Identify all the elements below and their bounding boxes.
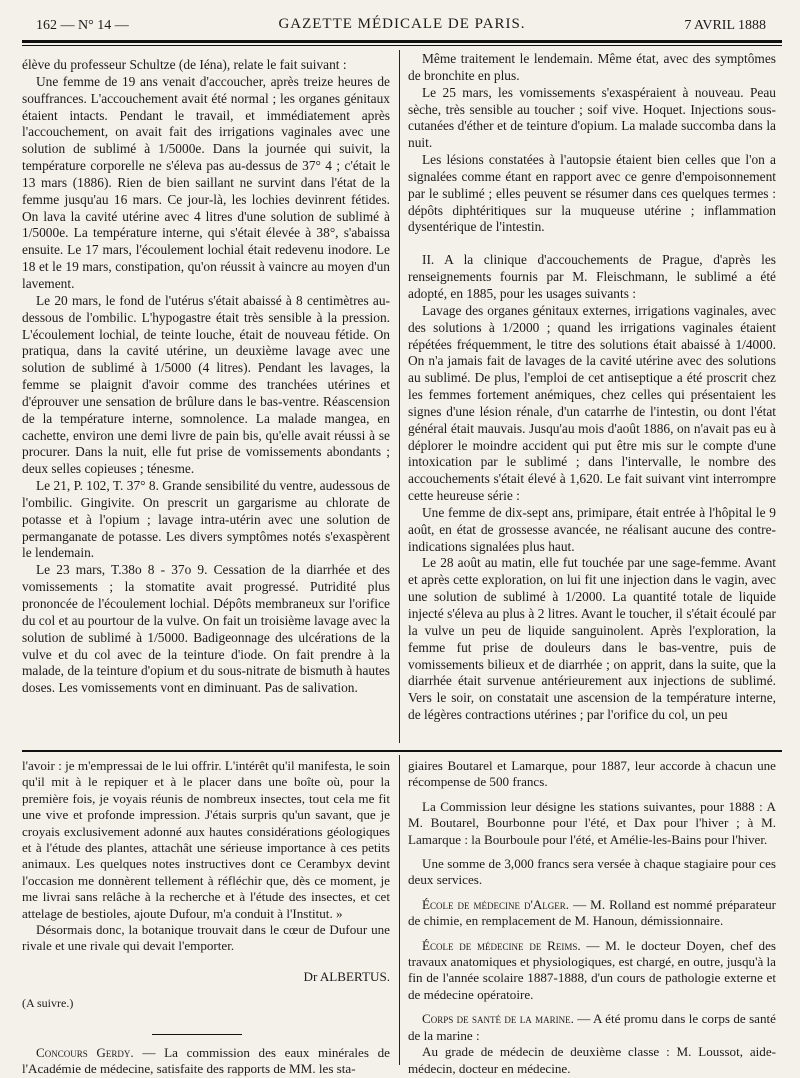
paragraph: Lavage des organes génitaux externes, irrigations vaginales, avec des solutions à 1/2000 ; quand les irrigations vaginales étaient répétées fréquemment, le titre des solutions était abaissé à 1/4000. On n'a jamais fait de lavages de la cavité utérine avec des solutions au sublimé. De plus, l'emploi de cet antiseptique a été proscrit chez les femmes fortement anémiques, chez celles qui présentaient les signes d'une lésion rénale, d'un catarrhe de l'intestin, ou dont l'état général était mauvais. Jusqu'au mois d'août 1886, on n'avait pas eu à déplorer le moindre accident qui put être mis sur le compte d'une intoxication par le sublimé ; dans l'intervalle, le nombre des accouchements s'était élevé à 1,620. Le fait suivant vint interrompre cette heureuse série : xyxy=(408,302,776,504)
paragraph: Le 23 mars, T.38o 8 - 37o 9. Cessation de la diarrhée et des vomissements ; la stomatite avait progressé. Putridité plus prononcée de l'écoulement lochial. Dépôts membraneux sur l'orifice du col et au pourtour de la vulve. On fait un troisième lavage avec la solution de sublimé à 1/5000. Badigeonnage des ulcérations de la vulve et du col avec de la teinture d'iode. On fait prendre à la malade, de la teinture d'opium et du sous-nitrate de bismuth à hautes doses. Les vomissements vont en diminuant. Pas de salivation. xyxy=(22,562,390,696)
to-be-continued: (A suivre.) xyxy=(22,996,74,1011)
signature: Dr ALBERTUS. xyxy=(303,968,390,984)
header-rule-thin xyxy=(22,45,782,46)
column-divider-bottom xyxy=(399,755,400,1065)
issue-date: 7 AVRIL 1888 xyxy=(684,18,766,33)
column-right-top xyxy=(408,51,776,724)
paragraph: Désormais donc, la botanique trouvait dans le cœur de Dufour une rivale et une rivale qui devait l'emporter. xyxy=(22,922,390,954)
paragraph: Au grade de médecin de deuxième classe : M. Loussot, aide-médecin, docteur en médecine. xyxy=(408,1044,776,1076)
paragraph: Même traitement le lendemain. Même état, avec des symptômes de bronchite en plus. xyxy=(408,51,776,83)
page-header xyxy=(22,14,782,36)
paragraph: élève du professeur Schultze (de Iéna), relate le fait suivant : xyxy=(22,57,347,72)
section-lead: École de médecine de Reims. xyxy=(422,937,581,953)
column-divider xyxy=(399,50,400,743)
paragraph: Concours Gerdy. — La commission des eaux minérales de l'Académie de médecine, satisfaite des rapports de MM. les sta- xyxy=(22,1044,390,1077)
paragraph: Le 21, P. 102, T. 37° 8. Grande sensibilité du ventre, audessous de l'ombilic. Gingivite. On prescrit un gargarisme au chlorate de potasse et à l'opium ; lavage intra-utérin avec une solution de permanganate de potasse. Les divers symptômes notés s'exaspèrent le lendemain. xyxy=(22,478,390,561)
paragraph: l'avoir : je m'empressai de le lui offrir. L'intérêt qu'il manifesta, le soin qu'il mit à le repiquer et à le placer dans une boîte où, pour la première fois, je voyais réunis de nombreux insectes, tout cela me fit une vive et profonde impression. J'étais surpris qu'un savant, que je croyais exclusivement adonné aux hautes considérations géologiques et à l'étude des plantes, attachât une sérieuse importance à ces petits animaux. Les quelques notes instructives dont ce Cerambyx devint l'occasion me donnèrent tellement à réfléchir que, dès ce moment, je me livrai sans relâche à la recherche et à l'étude des insectes, et cet attelage de bestioles, ajoute Dufour, m'a conduit à l'Institut. » xyxy=(22,758,390,921)
section-lead: École de médecine d'Alger. xyxy=(422,896,570,912)
paragraph: Une femme de dix-sept ans, primipare, était entrée à l'hôpital le 9 août, en état de grossesse avancée, ne réalisant aucune des contre-indications signalées plus haut. xyxy=(408,504,776,554)
paragraph: Une somme de 3,000 francs sera versée à chaque stagiaire pour ces deux services. xyxy=(408,856,776,888)
paragraph: Les lésions constatées à l'autopsie étaient bien celles que l'on a signalées comme étant en rapport avec ce genre d'empoisonnement par le sublimé ; elles peuvent se résumer dans ces quelques termes : dépôts diphtéritiques sur la muqueuse utérine ; inflammation dysentérique de l'intestin. xyxy=(408,152,776,235)
paragraph: Le 25 mars, les vomissements s'exaspéraient à nouveau. Peau sèche, très sensible au toucher ; soif vive. Hoquet. Injections sous-cutanées d'éther et de teinture d'opium. La malade succomba dans la nuit. xyxy=(408,84,776,151)
column-left-bottom xyxy=(22,758,390,1078)
paragraph: Le 28 août au matin, elle fut touchée par une sage-femme. Avant et après cette exploration, on lui fit une injection dans le vagin, avec une solution de sublimé à 1/2000. La quantité totale de liquide injecté s'éleva au plus à 2 litres. Avant le toucher, il s'était écoulé par la vulve un peu de liquide sanguinolent. Après l'exploration, la femme fut prise de douleurs dans le bas-ventre, puis de vomissements bilieux et de diarrhée ; on apprit, dans la suite, que la diarrhée était survenue antérieurement aux injections de sublimé. Vers le soir, on constatait une ascension de la température interne, de légères contractions utérines ; par l'orifice du col, un peu xyxy=(408,555,776,723)
paragraph: giaires Boutarel et Lamarque, pour 1887, leur accorde à chacun une récompense de 500 francs. xyxy=(408,758,776,790)
paragraph: Une femme de 19 ans venait d'accoucher, après treize heures de souffrances. L'accouchement avait été normal ; les organes génitaux étaient intacts. Pendant le travail, et immédiatement après l'accouchement, on avait fait des irrigations vaginales avec une solution de sublimé à 1/5000e. Dans la journée qui suivit, la température corporelle ne s'éleva pas au-dessus de 37° 4 ; c'était le 13 mars (1886). Rien de bien saillant ne survint dans l'état de la femme jusqu'au 16 mars. Ce jour-là, les lochies devinrent fétides. On lava la cavité utérine avec 4 litres d'une solution de sublimé à 1/5000e. La température interne, qui s'était élevée à 38°, s'abaissa ensuite. Le 17 mars, l'écoulement lochial était redevenu inodore. Le 18 et le 19 mars, constipation, qu'on réussit à vaincre au moyen d'un lavement. xyxy=(22,73,390,291)
column-left-top xyxy=(22,57,390,697)
paragraph: La Commission leur désigne les stations suivantes, pour 1888 : A M. Boutarel, Bourbonne pour l'été, et Dax pour l'hiver ; à M. Lamarque : la Bourboule pour l'été, et Amélie-les-Bains pour l'hiver. xyxy=(408,798,776,847)
paragraph: Le 20 mars, le fond de l'utérus s'était abaissé à 8 centimètres au-dessous de l'ombilic. L'hypogastre était très sensible à la pression. L'écoulement lochial, de teinte louche, était de nouveau fétide. On pratiqua, dans la cavité utérine, un deuxième lavage avec une solution de sublimé à 1/5000 (4 litres). Pendant les lavages, la femme se plaignit d'avoir comme des tranchées utérines et d'éprouver une sensation de brûlure dans le bas-ventre. Réascension de la température interne, somnolence. La malade mangea, en cachette, environ une demi livre de pain bis, qu'elle avait réussi à se procurer. Dans la nuit, elle fut prise de vomissements abondants ; deux selles copieuses ; ténesme. xyxy=(22,292,390,477)
page-number: 162 — N° 14 — xyxy=(36,18,129,33)
paragraph: II. A la clinique d'accouchements de Prague, d'après les renseignements fournis par M. Fleischmann, le sublimé a été adopté, en 1885, pour les usages suivants : xyxy=(408,252,776,301)
paragraph: École de médecine d'Alger. — M. Rolland est nommé préparateur de chimie, en remplacement de M. Hanoun, démissionnaire. xyxy=(408,896,776,929)
paragraph: École de médecine de Reims. — M. le docteur Doyen, chef des travaux anatomiques et physiologiques, est chargé, en outre, jusqu'à la fin de l'année scolaire 1887-1888, d'un cours de pathologie externe et de médecine opératoire. xyxy=(408,937,776,1002)
journal-title: GAZETTE MÉDICALE DE PARIS. xyxy=(278,16,526,32)
paragraph: Corps de santé de la marine. — A été promu dans le corps de santé de la marine : xyxy=(408,1011,776,1043)
column-right-bottom xyxy=(408,758,776,1077)
section-lead: Concours Gerdy. xyxy=(36,1044,134,1060)
section-lead: Corps de santé de la marine. xyxy=(422,1011,574,1027)
short-rule xyxy=(152,1034,242,1035)
header-rule-thick xyxy=(22,40,782,43)
section-separator xyxy=(22,750,782,752)
